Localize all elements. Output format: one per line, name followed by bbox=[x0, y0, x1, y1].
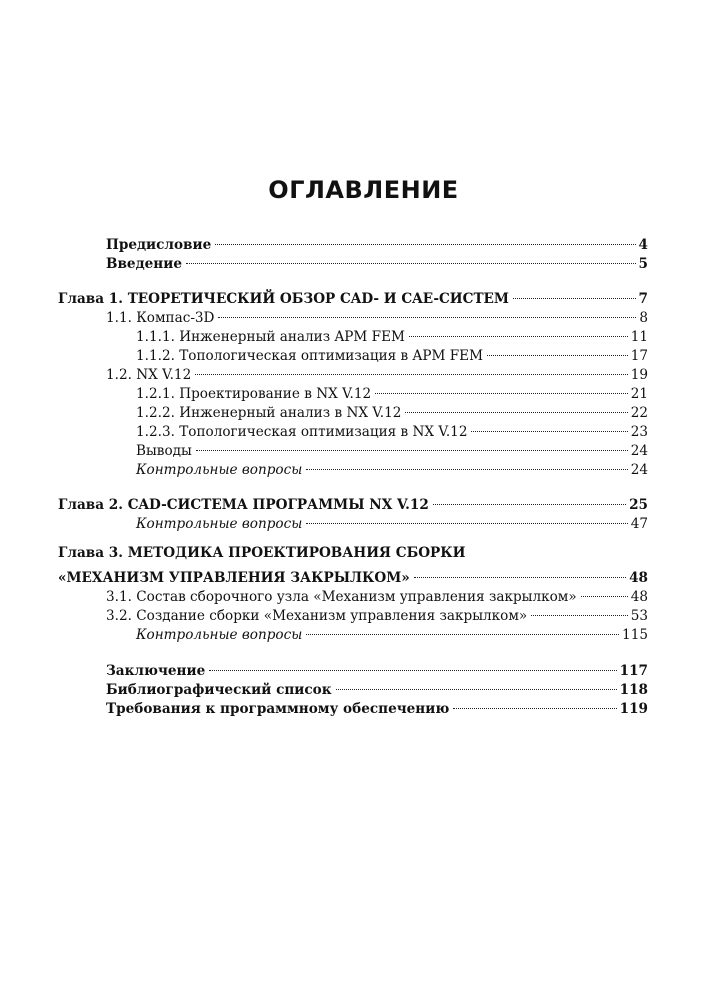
toc-entry-label: Предисловие bbox=[106, 237, 212, 253]
toc-entry-conclusion[interactable] bbox=[106, 656, 648, 679]
toc-entry-section-1-2-1[interactable] bbox=[136, 379, 648, 402]
toc-entry-section-1-2-2[interactable] bbox=[136, 398, 648, 421]
toc-entry-label: Заключение bbox=[106, 663, 206, 679]
toc-entry-page: 119 bbox=[619, 701, 648, 717]
toc-entry-page: 7 bbox=[638, 291, 648, 307]
toc-entry-chapter-3-title-line[interactable]: Глава 3. МЕТОДИКА ПРОЕКТИРОВАНИЯ СБОРКИ bbox=[58, 545, 466, 561]
toc-entry-page: 24 bbox=[630, 443, 648, 459]
toc-entry-label: 1.2.1. Проектирование в NX V.12 bbox=[136, 386, 372, 402]
dot-leader bbox=[195, 360, 627, 379]
dot-leader bbox=[306, 509, 627, 528]
toc-entry-chapter-2-questions[interactable] bbox=[136, 509, 648, 532]
toc-entry-label: 3.2. Создание сборки «Механизм управления закрылком» bbox=[106, 608, 528, 624]
page-title: ОГЛАВЛЕНИЕ bbox=[268, 176, 459, 204]
toc-entry-intro[interactable] bbox=[106, 249, 648, 272]
toc-entry-page: 47 bbox=[630, 516, 648, 532]
toc-entry-label: Контрольные вопросы bbox=[136, 516, 303, 532]
toc-entry-software-requirements[interactable] bbox=[106, 694, 648, 717]
toc-entry-chapter-1[interactable] bbox=[58, 284, 648, 307]
toc-entry-label: 1.2.2. Инженерный анализ в NX V.12 bbox=[136, 405, 402, 421]
toc-entry-label: 1.1.1. Инженерный анализ APM FEM bbox=[136, 329, 405, 345]
dot-leader bbox=[336, 675, 617, 694]
toc-entry-section-3-1[interactable] bbox=[106, 582, 648, 605]
toc-entry-page: 22 bbox=[630, 405, 648, 421]
dot-leader bbox=[209, 656, 616, 675]
toc-entry-label: 3.1. Состав сборочного узла «Механизм управления закрылком» bbox=[106, 589, 577, 605]
dot-leader bbox=[453, 694, 616, 713]
toc-entry-label: Контрольные вопросы bbox=[136, 462, 303, 478]
toc-entry-section-1-1-1[interactable] bbox=[136, 322, 648, 345]
toc-entry-label: Контрольные вопросы bbox=[136, 627, 303, 643]
toc-entry-label: 1.2.3. Топологическая оптимизация в NX V.12 bbox=[136, 424, 468, 440]
toc-entry-preface[interactable] bbox=[106, 230, 648, 253]
dot-leader bbox=[414, 563, 626, 582]
toc-entry-label: Введение bbox=[106, 256, 182, 272]
dot-leader bbox=[405, 398, 627, 417]
toc-entry-page: 24 bbox=[630, 462, 648, 478]
dot-leader bbox=[218, 303, 636, 322]
toc-entry-section-1-2-3[interactable] bbox=[136, 417, 648, 440]
toc-entry-page: 118 bbox=[619, 682, 648, 698]
dot-leader bbox=[471, 417, 627, 436]
toc-entry-page: 4 bbox=[638, 237, 648, 253]
toc-entry-section-1-1-2[interactable] bbox=[136, 341, 648, 364]
dot-leader bbox=[215, 230, 635, 249]
dot-leader bbox=[186, 249, 636, 268]
dot-leader bbox=[513, 284, 636, 303]
toc-entry-section-1-1[interactable] bbox=[106, 303, 648, 326]
toc-entry-page: 5 bbox=[638, 256, 648, 272]
toc-entry-chapter-2[interactable] bbox=[58, 490, 648, 513]
dot-leader bbox=[487, 341, 628, 360]
dot-leader bbox=[375, 379, 628, 398]
toc-entry-chapter-3-questions[interactable] bbox=[136, 620, 648, 643]
toc-entry-page: 48 bbox=[630, 589, 648, 605]
dot-leader bbox=[306, 620, 619, 639]
toc-entry-section-1-2[interactable] bbox=[106, 360, 648, 383]
toc-entry-label: 1.1. Компас-3D bbox=[106, 310, 215, 326]
toc-entry-label: 1.1.2. Топологическая оптимизация в APM FEM bbox=[136, 348, 483, 364]
toc-entry-label: 1.2. NX V.12 bbox=[106, 367, 192, 383]
toc-entry-label: Глава 1. ТЕОРЕТИЧЕСКИЙ ОБЗОР CAD- И CAE-СИСТЕМ bbox=[58, 291, 509, 307]
toc-entry-chapter-3[interactable] bbox=[58, 563, 648, 586]
toc-entry-label: Библиографический список bbox=[106, 682, 332, 698]
toc-entry-label: «МЕХАНИЗМ УПРАВЛЕНИЯ ЗАКРЫЛКОМ» bbox=[58, 570, 410, 586]
toc-entry-page: 8 bbox=[639, 310, 648, 326]
toc-entry-page: 11 bbox=[630, 329, 648, 345]
toc-entry-label: Выводы bbox=[136, 443, 192, 459]
toc-entry-page: 48 bbox=[629, 570, 648, 586]
dot-leader bbox=[409, 322, 628, 341]
toc-entry-page: 53 bbox=[630, 608, 648, 624]
toc-entry-label: Глава 2. CAD-СИСТЕМА ПРОГРАММЫ NX V.12 bbox=[58, 497, 429, 513]
toc-entry-page: 117 bbox=[619, 663, 648, 679]
toc-entry-label: Требования к программному обеспечению bbox=[106, 701, 450, 717]
toc-entry-page: 17 bbox=[630, 348, 648, 364]
dot-leader bbox=[433, 490, 626, 509]
dot-leader bbox=[581, 582, 628, 601]
dot-leader bbox=[531, 601, 627, 620]
toc-entry-page: 19 bbox=[630, 367, 648, 383]
dot-leader bbox=[196, 436, 628, 455]
toc-entry-page: 25 bbox=[629, 497, 648, 513]
toc-entry-chapter-1-questions[interactable] bbox=[136, 455, 648, 478]
toc-entry-page: 21 bbox=[630, 386, 648, 402]
dot-leader bbox=[306, 455, 627, 474]
toc-entry-section-3-2[interactable] bbox=[106, 601, 648, 624]
toc-entry-page: 23 bbox=[630, 424, 648, 440]
toc-entry-page: 115 bbox=[622, 627, 648, 643]
toc-entry-bibliography[interactable] bbox=[106, 675, 648, 698]
toc-entry-chapter-1-conclusions[interactable] bbox=[136, 436, 648, 459]
